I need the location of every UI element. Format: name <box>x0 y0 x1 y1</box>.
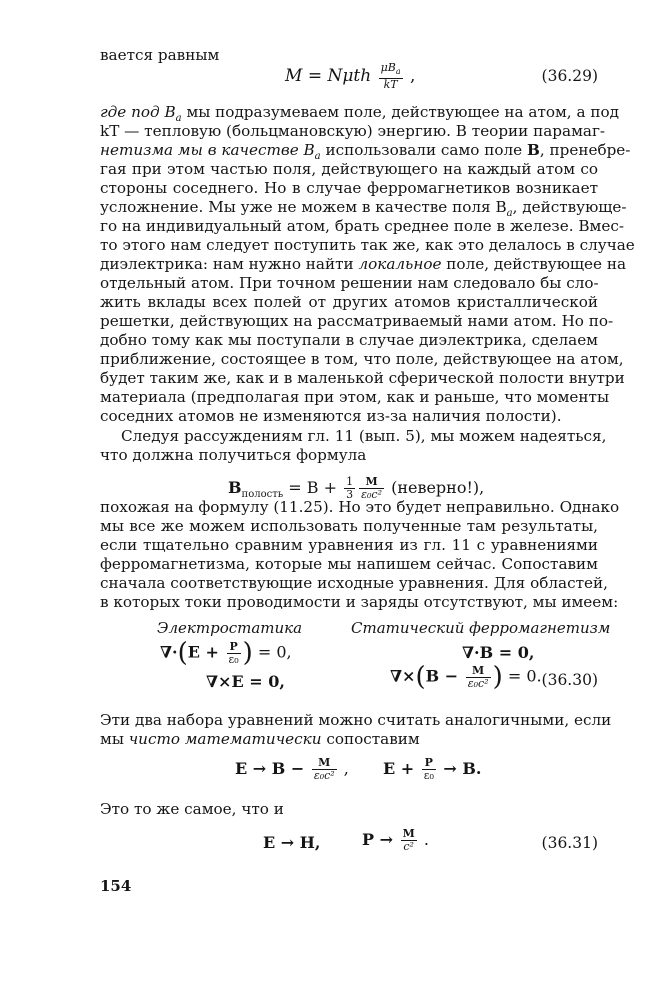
text-line: мы все же можем использовать полученные там результаты, <box>100 517 598 535</box>
text-line: материала (предполагая при этом, как и раньше, что моменты <box>100 388 610 406</box>
equation-number: (36.29) <box>541 67 598 85</box>
text-line: нетизма мы в качестве $B_a$ использовали само поле B, пренебре- <box>100 141 631 163</box>
text-line: гая при этом частью поля, действующего на каждый атом со <box>100 160 598 178</box>
page-number: 154 <box>100 877 132 895</box>
text-line: приближение, состоящее в том, что поле, действующее на атом, <box>100 350 624 368</box>
text-line: похожая на формулу (11.25). Но это будет неправильно. Однако <box>100 498 620 516</box>
text-line: ферромагнетизма, которые мы напишем сейчас. Сопоставим <box>100 555 598 573</box>
column-header-ferromagnetism: Статический ферромагнетизм <box>351 619 611 637</box>
text-line: сначала соответствующие исходные уравнения. Для областей, <box>100 574 608 592</box>
text-line: Следуя рассуждениям гл. 11 (вып. 5), мы можем надеяться, <box>121 427 607 445</box>
text-line: добно тому как мы поступали в случае диэлектрика, сделаем <box>100 331 598 349</box>
equation-36-29: M = Nμth $\frac{\mu B_a}{kT}$ , <box>285 61 416 92</box>
text-line: в которых токи проводимости и заряды отсутствуют, мы имеем: <box>100 593 619 611</box>
text-line: отдельный атом. При точном решении нам следовало бы сло- <box>100 274 599 292</box>
equation-analogy-1: E → B − $\frac{M}{\text{ε₀c²}}$ , <box>235 756 349 782</box>
equation-curl-b: ∇×(B − $\frac{M}{\text{ε₀c²}}$ ) = 0. <box>390 662 542 692</box>
text-line: решетки, действующих на рассматриваемый нами атом. Но по- <box>100 312 614 330</box>
equation-cavity-field: $B_{полость} = B$ + $\frac{1}{3}$ $\frac{M}{\text{ε₀c²}}$ (неверно!), <box>228 475 485 501</box>
text-line: то этого нам следует поступить так же, как это делалось в случае <box>100 236 635 254</box>
equation-number: (36.31) <box>541 834 598 852</box>
equation-analogy-2: E + $\frac{P}{\text{ε₀}}$ → B. <box>383 756 482 782</box>
equation-curl-e: ∇×E = 0, <box>206 672 285 691</box>
equation-div-e: ∇·(E + $\frac{P}{\text{ε₀}}$ ) = 0, <box>160 638 292 668</box>
text-line: вается равным <box>100 46 220 64</box>
text-line: мы чисто математически сопоставим <box>100 730 420 748</box>
equation-number: (36.30) <box>541 671 598 689</box>
text-line: где под $B_a$ мы подразумеваем поле, действующее на атом, а под <box>100 103 619 125</box>
text-line: Это то же самое, что и <box>100 800 284 818</box>
column-header-electrostatics: Электростатика <box>157 619 303 637</box>
equation-36-31-a: E → H, <box>263 833 321 852</box>
text-line: соседних атомов не изменяются из-за наличия полости). <box>100 407 562 425</box>
equation-div-b: ∇·B = 0, <box>462 643 535 662</box>
text-line: усложнение. Мы уже не можем в качестве поля $B_a$, действующе- <box>100 198 627 220</box>
text-line: будет таким же, как и в маленькой сферической полости внутри <box>100 369 625 387</box>
text-line: что должна получиться формула <box>100 446 367 464</box>
equation-36-31-b: P → $\frac{M}{\text{c²}}$ . <box>362 827 429 853</box>
text-line: kT — тепловую (больцмановскую) энергию. В теории парамаг- <box>100 122 606 140</box>
text-line: стороны соседнего. Но в случае ферромагнетиков возникает <box>100 179 598 197</box>
text-line: го на индивидуальный атом, брать среднее поле в железе. Вмес- <box>100 217 624 235</box>
text-line: если тщательно сравним уравнения из гл. 11 с уравнениями <box>100 536 598 554</box>
text-line: диэлектрика: нам нужно найти локальное поле, действующее на <box>100 255 627 273</box>
text-line: жить вклады всех полей от других атомов кристаллической <box>100 293 598 311</box>
text-line: Эти два набора уравнений можно считать аналогичными, если <box>100 711 612 729</box>
